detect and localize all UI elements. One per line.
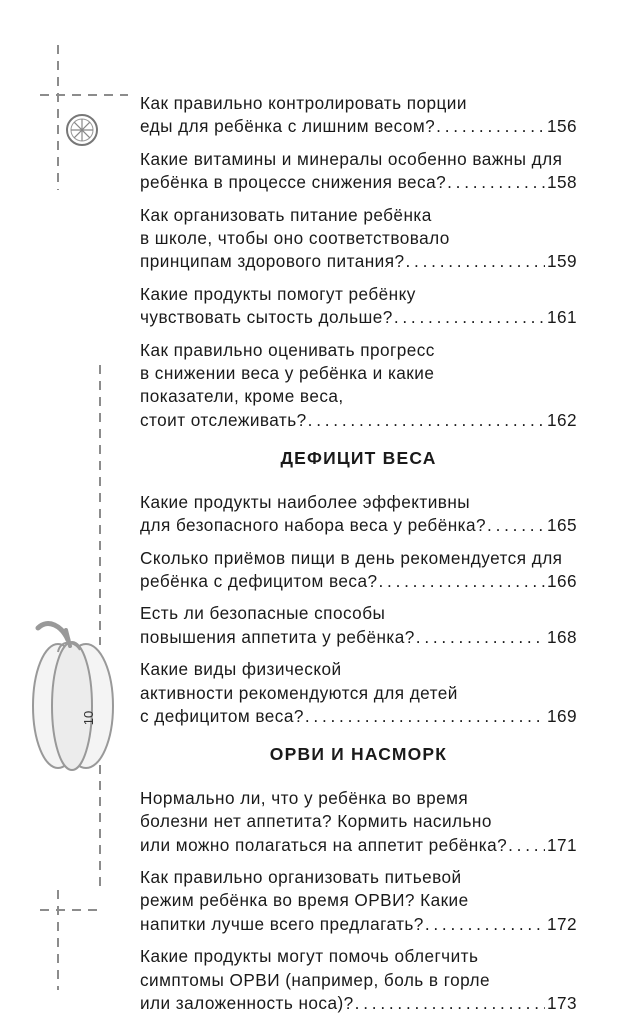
toc-entry-line: принципам здорового питания? <box>140 251 405 272</box>
toc-entry-line: показатели, кроме веса, <box>140 386 344 407</box>
toc-entry-last-line <box>140 570 577 593</box>
toc-entry-line: Сколько приёмов пищи в день рекомендуется для <box>140 547 563 568</box>
toc-entry-line: стоит отслеживать? <box>140 409 307 430</box>
toc-entry-line: Какие виды физической <box>140 659 342 680</box>
toc-entry-line: симптомы ОРВИ (например, боль в горле <box>140 969 491 990</box>
toc-entry[interactable] <box>140 92 577 139</box>
toc-entry-line: Есть ли безопасные способы <box>140 603 386 624</box>
toc-entry-line: еды для ребёнка с лишним весом? <box>140 116 436 137</box>
toc-entry-line: активности рекомендуются для детей <box>140 682 458 703</box>
toc-entry[interactable] <box>140 204 577 274</box>
toc-entry[interactable] <box>140 339 577 433</box>
toc-entry-line: режим ребёнка во время ОРВИ? Какие <box>140 890 469 911</box>
toc-page-number: 165 <box>546 515 577 536</box>
toc-entry-line: в школе, чтобы оно соответствовало <box>140 228 450 249</box>
toc-page-number: 159 <box>546 251 577 272</box>
section-heading: ОРВИ И НАСМОРК <box>269 744 448 765</box>
dot-leader <box>355 992 545 1015</box>
table-of-contents <box>140 92 577 1024</box>
toc-entry-last-line <box>140 626 577 649</box>
toc-entry-line: или заложенность носа)? <box>140 993 354 1013</box>
margin-decoration <box>0 0 130 1000</box>
toc-entry-line: Какие продукты могут помочь облегчить <box>140 946 479 967</box>
dot-leader <box>436 115 545 138</box>
toc-entry-last-line <box>140 514 577 537</box>
toc-entry-last-line <box>140 306 577 329</box>
pumpkin-icon <box>33 624 113 770</box>
toc-entry-line: в снижении веса у ребёнка и какие <box>140 363 435 384</box>
dot-leader <box>487 514 545 537</box>
toc-entry[interactable] <box>140 602 577 649</box>
toc-entry-line: Как правильно контролировать порции <box>140 93 467 113</box>
dot-leader <box>416 626 545 649</box>
dot-leader <box>394 306 545 329</box>
toc-page-number: 168 <box>546 626 577 647</box>
toc-entry-line: Нормально ли, что у ребёнка во время <box>140 787 469 808</box>
toc-page-number: 171 <box>546 834 577 855</box>
dot-leader <box>378 570 544 593</box>
toc-entry-line: с дефицитом веса? <box>140 705 304 726</box>
toc-entry-line: или можно полагаться на аппетит ребёнка? <box>140 834 508 855</box>
toc-page-number: 158 <box>546 172 577 193</box>
dot-leader <box>508 834 545 857</box>
toc-entry[interactable] <box>140 148 577 195</box>
citrus-slice-icon <box>67 115 97 145</box>
toc-entry-last-line <box>140 171 577 194</box>
toc-entry[interactable] <box>140 658 577 728</box>
toc-entry-last-line <box>140 913 577 936</box>
dot-leader <box>305 705 545 728</box>
toc-page-number: 173 <box>546 993 577 1013</box>
toc-page-number: 166 <box>546 570 577 591</box>
toc-entry-last-line <box>140 250 577 273</box>
toc-entry-line: чувствовать сытость дольше? <box>140 307 393 328</box>
dot-leader <box>425 913 545 936</box>
toc-entry[interactable] <box>140 491 577 538</box>
toc-page-number: 156 <box>546 116 577 137</box>
dot-leader <box>447 171 545 194</box>
toc-entry-line: для безопасного набора веса у ребёнка? <box>140 515 487 536</box>
toc-entry[interactable] <box>140 787 577 857</box>
toc-entry-last-line <box>140 705 577 728</box>
toc-entry-line: Как организовать питание ребёнка <box>140 204 432 225</box>
toc-entry-line: Какие продукты помогут ребёнку <box>140 283 416 304</box>
toc-entry-last-line <box>140 834 577 857</box>
toc-entry[interactable] <box>140 945 577 1015</box>
toc-page-number: 161 <box>546 307 577 328</box>
toc-entry-line: повышения аппетита у ребёнка? <box>140 626 415 647</box>
toc-entry-line: Какие витамины и минералы особенно важны для <box>140 148 563 169</box>
toc-entry-line: ребёнка с дефицитом веса? <box>140 570 378 591</box>
section-heading: ДЕФИЦИТ ВЕСА <box>280 448 437 469</box>
toc-entry-last-line <box>140 409 577 432</box>
toc-entry-last-line <box>140 115 577 138</box>
toc-entry-line: Как правильно оценивать прогресс <box>140 339 435 360</box>
toc-entry[interactable] <box>140 547 577 594</box>
toc-entry-line: ребёнка в процессе снижения веса? <box>140 172 447 193</box>
toc-entry-line: Какие продукты наиболее эффективны <box>140 491 471 512</box>
toc-entry[interactable] <box>140 866 577 936</box>
toc-entry-last-line <box>140 992 577 1015</box>
toc-page-number: 162 <box>546 409 577 430</box>
toc-entry-line: болезни нет аппетита? Кормить насильно <box>140 811 492 832</box>
toc-page-number: 169 <box>546 705 577 726</box>
toc-entry-line: напитки лучше всего предлагать? <box>140 913 424 934</box>
toc-entry-line: Как правильно организовать питьевой <box>140 866 462 887</box>
toc-entry[interactable] <box>140 283 577 330</box>
page-number: 10 <box>81 710 96 726</box>
toc-page-number: 172 <box>546 913 577 934</box>
dot-leader <box>406 250 545 273</box>
dot-leader <box>308 409 545 432</box>
